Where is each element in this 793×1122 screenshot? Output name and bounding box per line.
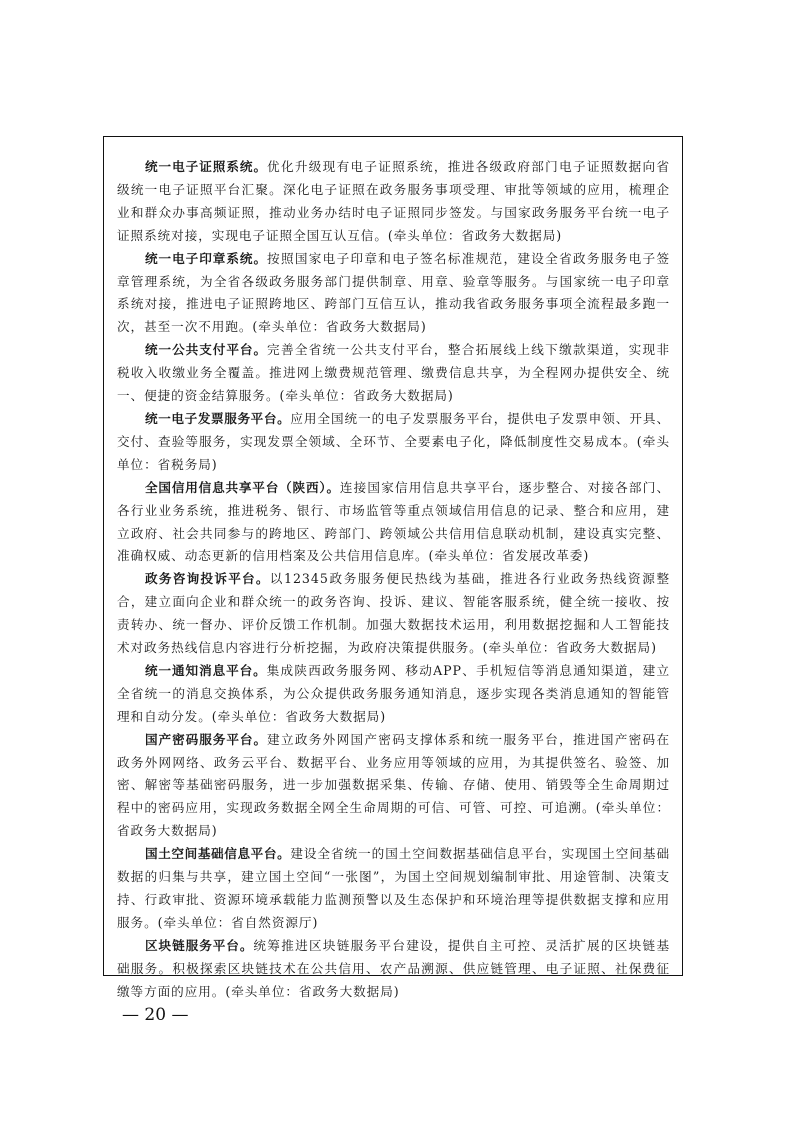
paragraph-body: 优化升级现有电子证照系统，推进各级政府部门电子证照数据向省级统一电子证照平台汇聚。深化电子证照在政务服务事项受理、审批等领域的应用，梳理企业和群众办事高频证照，推动业务办结时电子证照同步签发。与国家政务服务平台统一电子证照系统对接，实现电子证照全国互认互信。(牵头单位：省政务大数据局) [117, 159, 670, 243]
page-number: — 20 — [122, 1005, 189, 1025]
paragraph-title: 区块链服务平台。 [145, 937, 254, 953]
paragraph-title: 国产密码服务平台。 [145, 731, 268, 747]
paragraph-public-payment [117, 339, 670, 408]
paragraph-title: 统一电子发票服务平台。 [145, 410, 291, 426]
paragraph-body: 以12345政务服务便民热线为基础，推进各行业政务热线资源整合，建立面向企业和群众统一的政务咨询、投诉、建议、智能客服系统，健全统一接收、按责转办、统一督办、评价反馈工作机制。加强大数据技术运用，利用数据挖掘和人工智能技术对政务热线信息内容进行分析挖掘，为政府决策提供服务。(牵头单位：省政务大数据局) [117, 571, 670, 656]
paragraph-title: 全国信用信息共享平台（陕西）。 [145, 479, 340, 495]
paragraph-e-seal [117, 248, 670, 340]
paragraph-body: 建立政务外网国产密码支撑体系和统一服务平台，推进国产密码在政务外网网络、政务云平台、数据平台、业务应用等领域的应用，为其提供签名、验签、加密、解密等基础密码服务，进一步加强数据采集、传输、存储、使用、销毁等全生命周期过程中的密码应用，实现政务数据全网全生命周期的可信、可管、可控、可追溯。(牵头单位：省政务大数据局) [117, 731, 670, 839]
paragraph-e-license [117, 156, 670, 248]
paragraph-body: 统筹推进区块链服务平台建设，提供自主可控、灵活扩展的区块链基础服务。积极探索区块链技术在公共信用、农产品溯源、供应链管理、电子证照、社保费征缴等方面的应用。(牵头单位：省政务大数据局) [117, 937, 670, 999]
paragraph-land-space [117, 843, 670, 935]
paragraph-body: 建设全省统一的国土空间数据基础信息平台，实现国土空间基础数据的归集与共享，建立国土空间“一张图”，为国土空间规划编制审批、用途管制、决策支持、行政审批、资源环境承载能力监测预警以及生态保护和环境治理等提供数据支撑和应用服务。(牵头单位：省自然资源厅) [117, 846, 670, 930]
paragraph-body: 集成陕西政务服务网、移动APP、手机短信等消息通知渠道，建立全省统一的消息交换体系，为公众提供政务服务通知消息，逐步实现各类消息通知的智能管理和自动分发。(牵头单位：省政务大数据局) [117, 662, 670, 724]
paragraph-title: 政务咨询投诉平台。 [145, 571, 270, 587]
paragraph-notification [117, 660, 670, 729]
paragraph-consultation-complaint [117, 568, 670, 660]
paragraph-title: 统一通知消息平台。 [145, 662, 267, 678]
paragraph-e-invoice [117, 408, 670, 477]
paragraph-title: 统一电子证照系统。 [145, 159, 268, 174]
paragraph-blockchain [117, 935, 670, 1004]
paragraph-body: 完善全省统一公共支付平台，整合拓展线上线下缴款渠道，实现非税收入收缴业务全覆盖。推进网上缴费规范管理、缴费信息共享，为全程网办提供安全、统一、便捷的资金结算服务。(牵头单位：省政务大数据局) [117, 342, 670, 404]
paragraph-body: 应用全国统一的电子发票服务平台，提供电子发票申领、开具、交付、查验等服务，实现发票全领域、全环节、全要素电子化，降低制度性交易成本。(牵头单位：省税务局) [117, 410, 670, 472]
paragraph-body: 按照国家电子印章和电子签名标准规范，建设全省政务服务电子签章管理系统，为全省各级政务服务部门提供制章、用章、验章等服务。与国家统一电子印章系统对接，推进电子证照跨地区、跨部门互信互认，推动我省政务服务事项全流程最多跑一次，甚至一次不用跑。(牵头单位：省政务大数据局) [117, 250, 670, 335]
paragraph-credit-sharing [117, 477, 670, 569]
paragraph-body: 连接国家信用信息共享平台，逐步整合、对接各部门、各行业业务系统，推进税务、银行、市场监管等重点领域信用信息的记录、整合和应用，建立政府、社会共同参与的跨地区、跨部门、跨领域公共信用信息联动机制，建设真实完整、准确权威、动态更新的信用档案及公共信用信息库。(牵头单位：省发展改革委) [117, 479, 670, 564]
paragraph-title: 国土空间基础信息平台。 [145, 846, 291, 862]
paragraph-title: 统一公共支付平台。 [145, 342, 268, 358]
paragraph-cryptography [117, 729, 670, 844]
content-frame [103, 136, 683, 999]
paragraph-title: 统一电子印章系统。 [145, 250, 268, 266]
